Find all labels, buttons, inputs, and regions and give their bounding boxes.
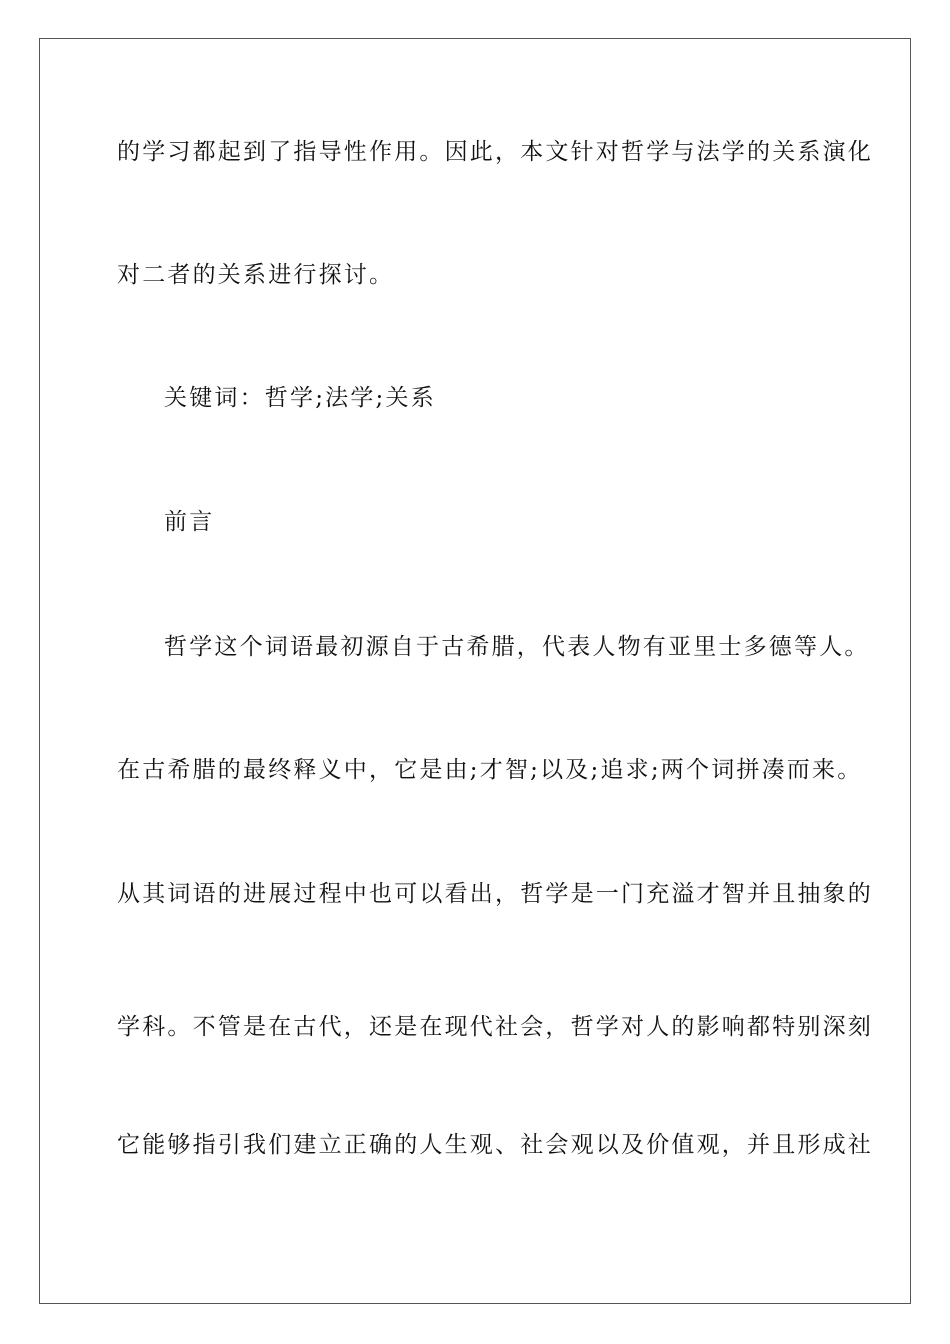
body-text-line-4: 在古希腊的最终释义中，它是由;才智;以及;追求;两个词拼凑而来。 xyxy=(117,757,863,783)
body-text-line-7: 它能够指引我们建立正确的人生观、社会观以及价值观，并且形成社 xyxy=(117,1132,873,1158)
section-heading-preface: 前言 xyxy=(164,509,215,535)
body-text-line-5: 从其词语的进展过程中也可以看出，哲学是一门充溢才智并且抽象的 xyxy=(117,881,873,907)
body-text-line-6: 学科。不管是在古代，还是在现代社会，哲学对人的影响都特别深刻 xyxy=(117,1014,873,1040)
body-text-line-1: 的学习都起到了指导性作用。因此，本文针对哲学与法学的关系演化 xyxy=(117,139,873,165)
page-border xyxy=(39,38,911,1304)
body-text-line-2: 对二者的关系进行探讨。 xyxy=(117,262,395,288)
body-text-line-3: 哲学这个词语最初源自于古希腊，代表人物有亚里士多德等人。 xyxy=(164,634,870,660)
keywords-line: 关键词：哲学;法学;关系 xyxy=(164,385,436,411)
